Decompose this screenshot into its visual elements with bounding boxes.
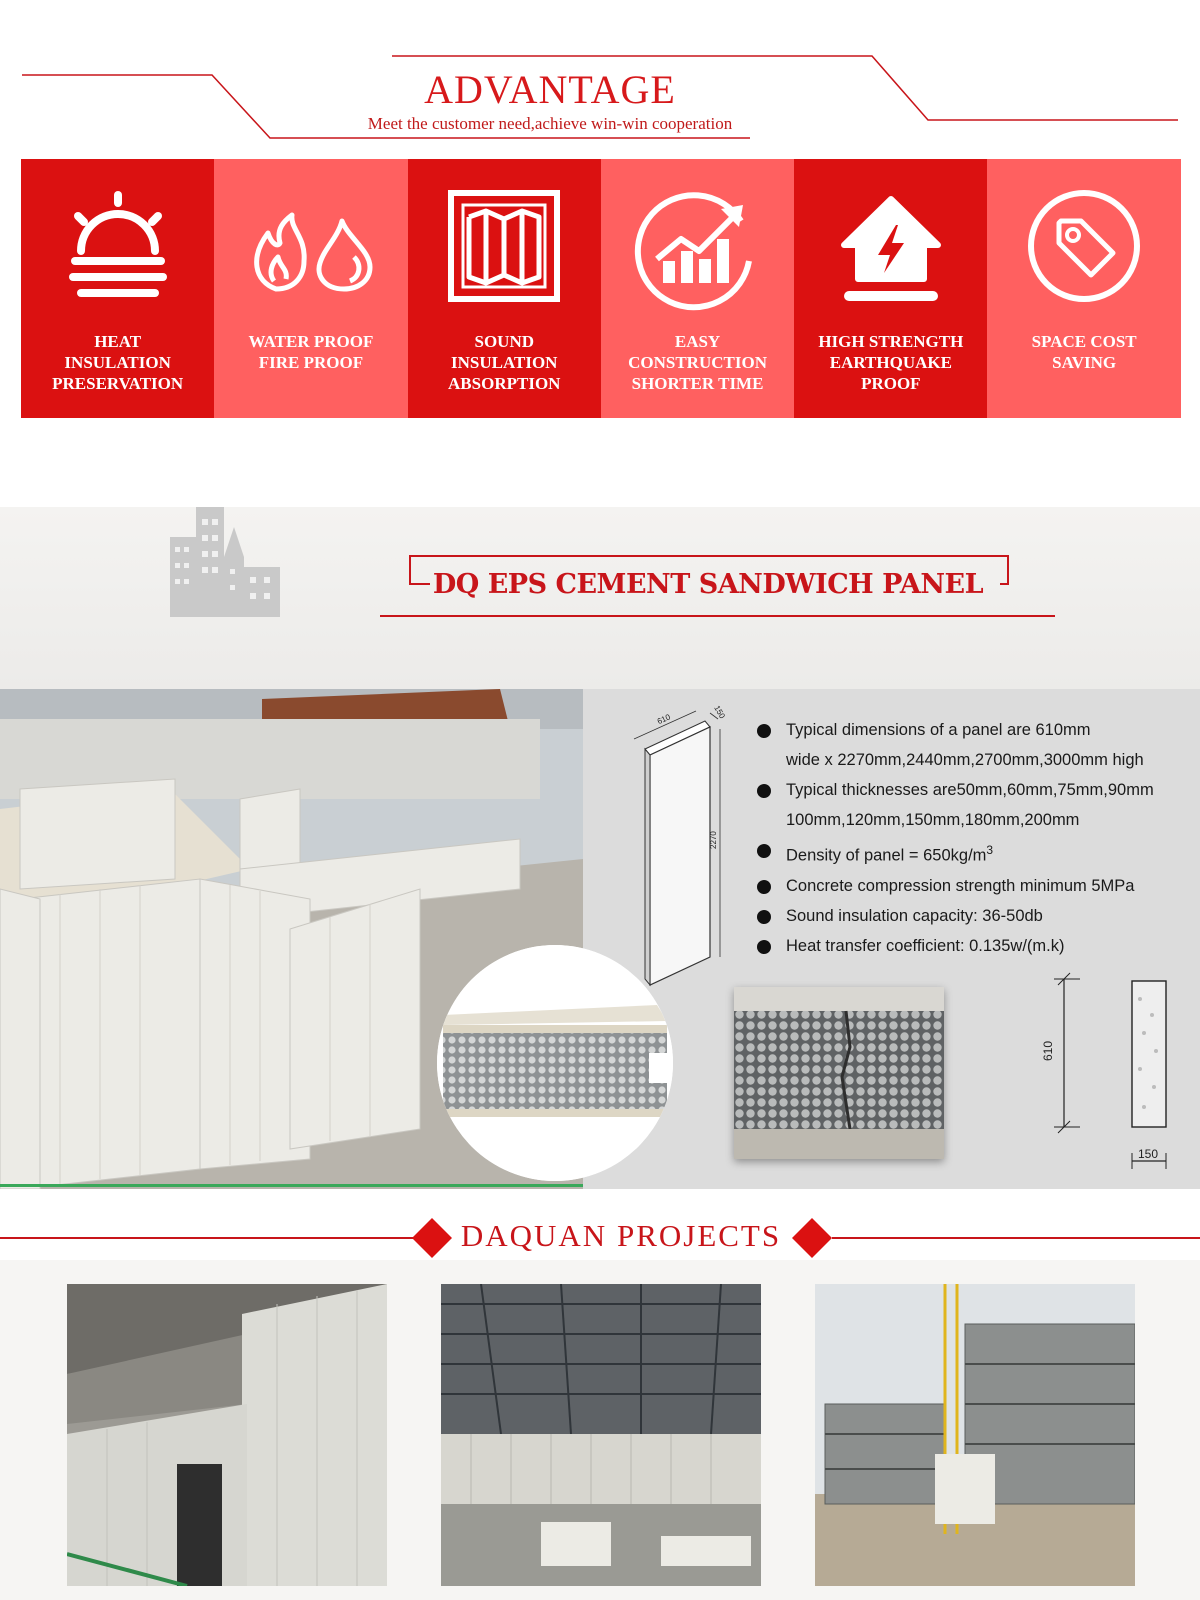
tile-space-cost-saving	[987, 159, 1180, 418]
project-photo-warehouse	[441, 1284, 761, 1586]
growth-chart-icon	[633, 181, 763, 311]
panel-dimension-drawing	[620, 699, 740, 999]
advantage-tiles	[21, 159, 1181, 418]
spec-item: Density of panel = $650kg/m^3$	[755, 835, 1195, 871]
tile-label: HIGH STRENGTH EARTHQUAKE PROOF	[818, 332, 964, 393]
drawing-thickness-label: 150	[712, 704, 727, 721]
tile-heat-insulation	[21, 159, 214, 418]
spec-item: Typical thicknesses are50mm,60mm,75mm,90mm 100mm,120mm,150mm,180mm,200mm	[755, 775, 1195, 835]
panel-section-drawing	[1040, 969, 1175, 1179]
sound-panel-icon	[439, 181, 569, 311]
tile-label: SPACE COST SAVING	[1031, 332, 1137, 372]
spec-item: Sound insulation capacity: 36-50db	[755, 901, 1195, 931]
drawing-height-label: 2270	[709, 831, 718, 849]
tile-label: HEAT INSULATION PRESERVATION	[52, 332, 184, 393]
section-height-label: 610	[1041, 1040, 1055, 1061]
tile-high-strength	[794, 159, 987, 418]
spec-item: Heat transfer coefficient: 0.135w/(m.k)	[755, 931, 1195, 961]
price-tag-icon	[1019, 181, 1149, 311]
projects-title: DAQUAN PROJECTS	[460, 1218, 782, 1253]
drawing-width-label: 610	[655, 712, 672, 727]
house-lightning-icon	[826, 181, 956, 311]
advantage-title: ADVANTAGE	[424, 67, 676, 112]
project-photo-interior-wall	[67, 1284, 387, 1586]
tile-label: WATER PROOF FIRE PROOF	[248, 332, 374, 372]
panel-core-photo	[734, 987, 944, 1159]
spec-list	[755, 715, 1195, 961]
section-thickness-label: 150	[1138, 1147, 1159, 1161]
tile-label: SOUND INSULATION ABSORPTION	[448, 332, 561, 393]
advantage-header	[0, 0, 1200, 150]
panel-section	[0, 507, 1200, 1189]
project-photo	[67, 1284, 387, 1586]
panel-header	[0, 507, 1200, 689]
project-photo	[815, 1284, 1135, 1586]
advantage-subtitle: Meet the customer need,achieve win-win cooperation	[367, 114, 733, 133]
green-accent-line	[0, 1184, 583, 1187]
panel-title: DQ EPS CEMENT SANDWICH PANEL	[432, 569, 984, 600]
tile-easy-construction	[601, 159, 794, 418]
tile-sound-insulation	[408, 159, 601, 418]
fire-water-icon	[246, 181, 376, 311]
project-photo-building-site	[815, 1284, 1135, 1586]
spec-item: Concrete compression strength minimum 5MPa	[755, 871, 1195, 901]
tile-water-fire-proof	[214, 159, 407, 418]
project-photo	[441, 1284, 761, 1586]
spec-item: Typical dimensions of a panel are 610mm wide x 2270mm,2440mm,2700mm,3000mm high	[755, 715, 1195, 775]
tile-label: EASY CONSTRUCTION SHORTER TIME	[628, 332, 767, 393]
sun-icon	[53, 181, 183, 311]
panel-content	[0, 689, 1200, 1189]
